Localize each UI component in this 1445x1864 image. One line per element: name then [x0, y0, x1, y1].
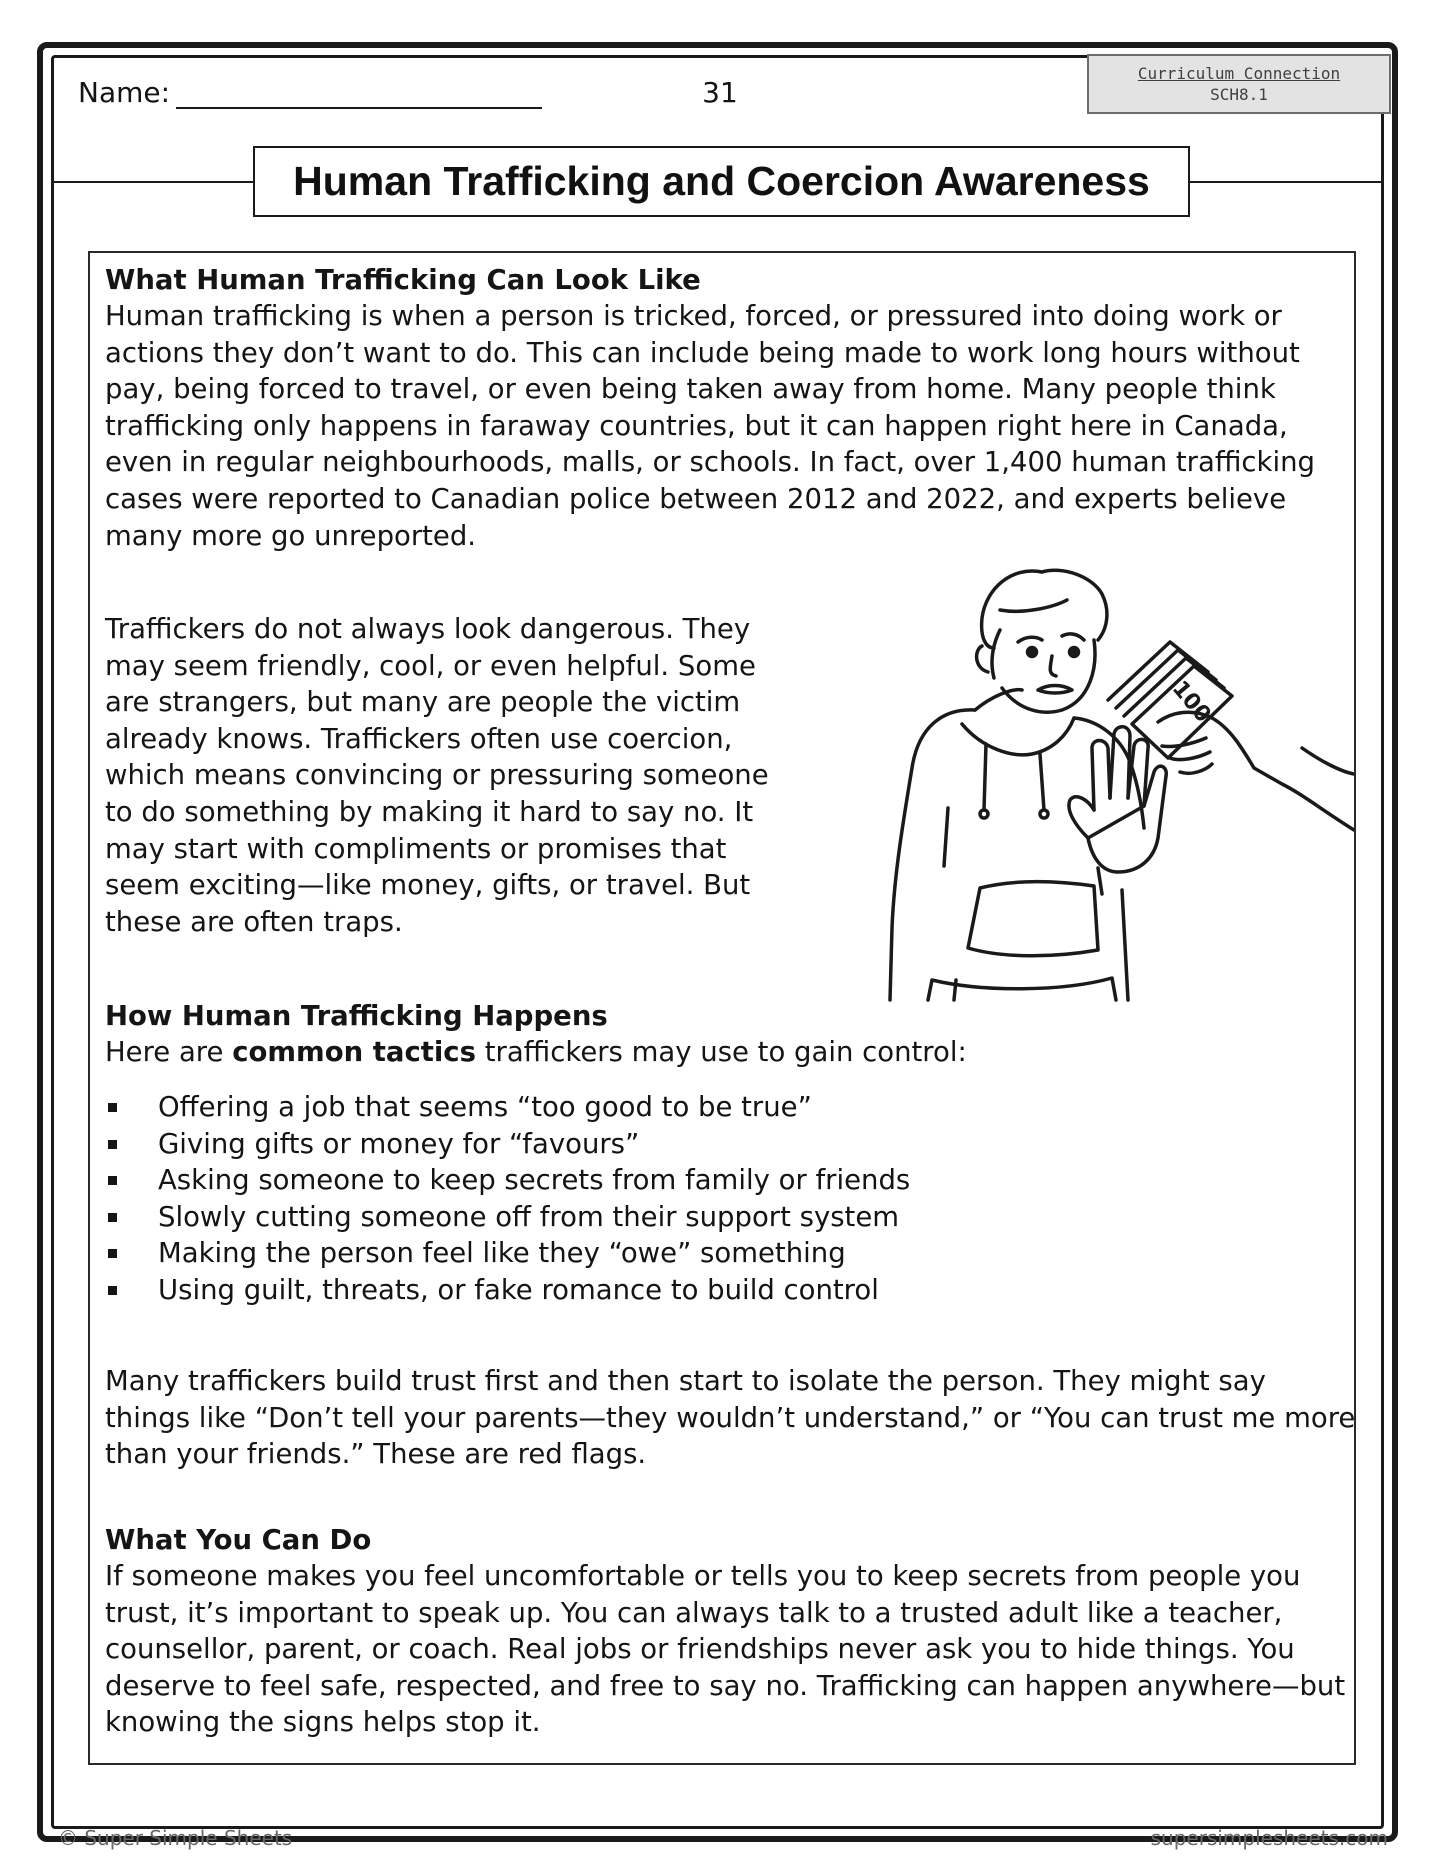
text-line: than your friends.” These are red flags. — [105, 1438, 647, 1471]
banknote-label: 100 — [1166, 676, 1216, 728]
text-line: pay, being forced to travel, or even being taken away from home. Many people think — [105, 373, 1276, 406]
text-line: even in regular neighbourhoods, malls, or schools. In fact, over 1,400 human trafficking — [105, 446, 1315, 479]
illustration-refusing-money — [862, 548, 1354, 1008]
section-heading-look-like: What Human Trafficking Can Look Like — [105, 264, 701, 296]
bullet-icon — [108, 1176, 117, 1185]
text-line: which means convincing or pressuring someone — [105, 759, 769, 792]
text-line: Traffickers do not always look dangerous. They — [105, 613, 751, 645]
paragraph-traffickers — [105, 611, 769, 940]
page-title: Human Trafficking and Coercion Awareness — [293, 158, 1150, 204]
paragraph-look-like — [105, 298, 1315, 554]
curriculum-connection-box — [1087, 54, 1391, 114]
list-item-text: Slowly cutting someone off from their support system — [158, 1200, 900, 1233]
list-item-text: Giving gifts or money for “favours” — [158, 1127, 640, 1160]
intro-how — [105, 1034, 967, 1071]
intro-emphasis: common tactics — [232, 1036, 476, 1068]
name-field — [78, 76, 542, 109]
text-line: things like “Don’t tell your parents—they wouldn’t understand,” or “You can trust me more — [105, 1401, 1356, 1434]
text-line: cases were reported to Canadian police between 2012 and 2022, and experts believe — [105, 482, 1287, 515]
list-item — [105, 1235, 910, 1272]
curriculum-code: SCH8.1 — [1210, 85, 1268, 104]
text-line: may seem friendly, cool, or even helpful. Some — [105, 649, 756, 682]
list-item-text: Using guilt, threats, or fake romance to build control — [158, 1273, 879, 1306]
list-item — [105, 1162, 910, 1199]
list-item-text: Making the person feel like they “owe” something — [158, 1237, 846, 1270]
text-line: to do something by making it hard to say no. It — [105, 795, 754, 828]
text-line: Many traffickers build trust first and then start to isolate the person. They might say — [105, 1365, 1266, 1397]
text-line: counsellor, parent, or coach. Real jobs or friendships never ask you to hide things. You — [105, 1633, 1295, 1666]
list-item — [105, 1089, 910, 1126]
curriculum-title: Curriculum Connection — [1137, 64, 1341, 83]
raised-hand-icon — [1069, 727, 1166, 894]
bullet-icon — [108, 1286, 117, 1295]
text-line: trafficking only happens in faraway countries, but it can happen right here in Canada, — [105, 409, 1288, 442]
section-heading-how: How Human Trafficking Happens — [105, 1000, 608, 1032]
hoodie-icon — [890, 690, 1144, 1000]
text-line: seem exciting—like money, gifts, or travel. But — [105, 869, 751, 902]
name-blank-line[interactable] — [176, 77, 542, 109]
text-line: actions they don’t want to do. This can include being made to work long hours without — [105, 336, 1300, 369]
list-item — [105, 1199, 910, 1236]
title-banner — [253, 146, 1190, 217]
intro-text: traffickers may use to gain control: — [475, 1036, 967, 1068]
bullet-icon — [108, 1140, 117, 1149]
tactics-list — [105, 1089, 910, 1309]
bullet-icon — [108, 1249, 117, 1258]
title-rule-left — [54, 181, 254, 183]
text-line: knowing the signs helps stop it. — [105, 1706, 541, 1739]
text-line: these are often traps. — [105, 905, 403, 938]
paragraph-what-you-can-do — [105, 1558, 1345, 1741]
text-line: already knows. Traffickers often use coercion, — [105, 722, 733, 755]
footer-copyright: © Super Simple Sheets — [58, 1826, 293, 1850]
footer-website-link[interactable]: supersimplesheets.com — [1150, 1826, 1388, 1850]
face-icon — [977, 570, 1107, 712]
title-rule-right — [1189, 181, 1382, 183]
bullet-icon — [108, 1213, 117, 1222]
paragraph-trust — [105, 1363, 1355, 1473]
text-line: many more go unreported. — [105, 519, 477, 552]
text-line: Human trafficking is when a person is tricked, forced, or pressured into doing work or — [105, 300, 1282, 332]
section-heading-what-you-can-do: What You Can Do — [105, 1524, 372, 1556]
text-line: If someone makes you feel uncomfortable or tells you to keep secrets from people you — [105, 1560, 1301, 1592]
page-number: 31 — [702, 76, 738, 109]
list-item — [105, 1126, 910, 1163]
bullet-icon — [108, 1103, 117, 1112]
text-line: are strangers, but many are people the victim — [105, 686, 741, 719]
list-item — [105, 1272, 910, 1309]
name-label: Name: — [78, 76, 171, 109]
list-item-text: Asking someone to keep secrets from family or friends — [158, 1164, 911, 1197]
text-line: trust, it’s important to speak up. You can always talk to a trusted adult like a teacher, — [105, 1596, 1283, 1629]
text-line: deserve to feel safe, respected, and free to say no. Trafficking can happen anywhere—but — [105, 1669, 1346, 1702]
list-item-text: Offering a job that seems “too good to be true” — [158, 1091, 812, 1123]
intro-text: Here are — [105, 1036, 233, 1068]
text-line: may start with compliments or promises that — [105, 832, 727, 865]
